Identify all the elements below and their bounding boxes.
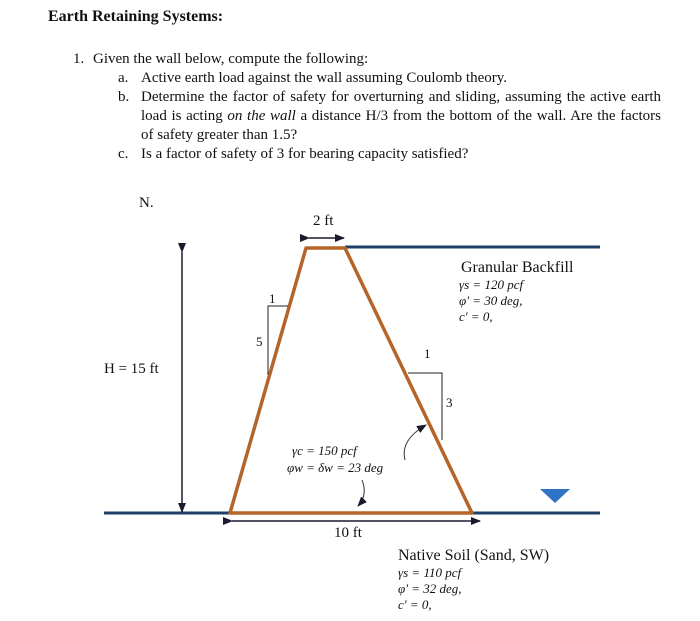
item-b-text-before: Determine the factor of safety for overturning and sliding, assuming the active earth load is acting bbox=[141, 89, 661, 124]
north-label: N. bbox=[139, 195, 154, 211]
water-table-icon bbox=[540, 489, 570, 503]
left-slope-run: 1 bbox=[269, 291, 276, 306]
top-width-label: 2 ft bbox=[313, 213, 334, 229]
base-width-label: 10 ft bbox=[334, 525, 362, 541]
native-title: Native Soil (Sand, SW) bbox=[398, 547, 550, 564]
question-number: 1. bbox=[73, 51, 85, 67]
height-label: H = 15 ft bbox=[104, 361, 159, 377]
wall-phi-delta: φw = δw = 23 deg bbox=[287, 460, 384, 475]
right-slope-run: 1 bbox=[424, 346, 431, 361]
item-c-text: Is a factor of safety of 3 for bearing capacity satisfied? bbox=[141, 146, 469, 162]
item-b-text-after: a distance H/3 from the bottom of the wall. Are the factors of safety greater than 1.5? bbox=[141, 108, 662, 143]
wall-gamma: γc = 150 pcf bbox=[292, 443, 357, 458]
backfill-phi: φ' = 30 deg, bbox=[459, 293, 523, 308]
native-c: c' = 0, bbox=[398, 597, 432, 612]
item-b-text-emphasis: on the wall bbox=[227, 108, 296, 124]
item-b-label: b. bbox=[118, 89, 130, 105]
backfill-gamma: γs = 120 pcf bbox=[459, 277, 524, 292]
item-a-text: Active earth load against the wall assuming Coulomb theory. bbox=[141, 70, 508, 86]
item-a-label: a. bbox=[118, 70, 129, 86]
native-phi: φ' = 32 deg, bbox=[398, 581, 462, 596]
item-c-label: c. bbox=[118, 146, 129, 162]
left-slope-rise: 5 bbox=[256, 334, 263, 349]
curved-arrow-icon bbox=[404, 425, 426, 460]
backfill-title: Granular Backfill bbox=[461, 259, 574, 276]
question-text: Given the wall below, compute the following: bbox=[93, 51, 369, 67]
curved-arrow-down-icon bbox=[358, 480, 364, 506]
backfill-c: c' = 0, bbox=[459, 309, 493, 324]
right-slope-indicator bbox=[408, 373, 442, 440]
page-title: Earth Retaining Systems: bbox=[48, 8, 224, 25]
native-gamma: γs = 110 pcf bbox=[398, 565, 462, 580]
right-slope-rise: 3 bbox=[446, 395, 453, 410]
